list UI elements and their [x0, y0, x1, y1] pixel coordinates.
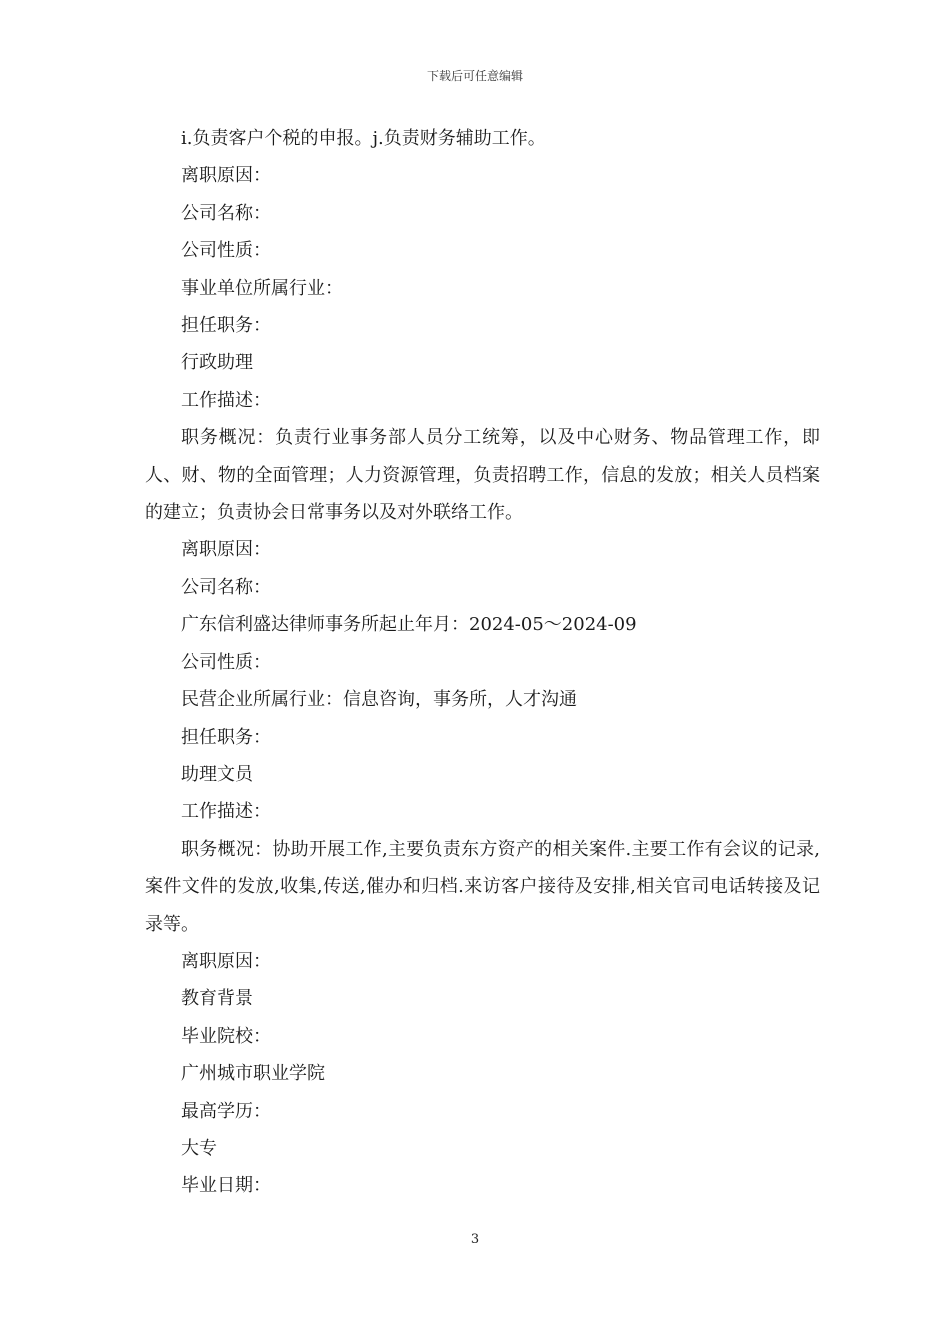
leaving-reason-label: 离职原因：	[181, 950, 271, 972]
company-type-label: 公司性质：	[181, 651, 271, 673]
school-value: 广州城市职业学院	[181, 1063, 325, 1085]
position-value: 助理文员	[181, 763, 253, 785]
job-summary-paragraph: 职务概况：负责行业事务部人员分工统筹，以及中心财务、物品管理工作，即人、财、物的全面管理；人力资源管理，负责招聘工作，信息的发放；相关人员档案的建立；负责协会日常事务以及对外联络工作。	[145, 427, 820, 524]
job-summary-paragraph: 职务概况：协助开展工作,主要负责东方资产的相关案件.主要工作有会议的记录,案件文件的发放,收集,传送,催办和归档.来访客户接待及安排,相关官司电话转接及记录等。	[145, 838, 820, 935]
leaving-reason-label: 离职原因：	[181, 165, 271, 187]
page-header: 下载后可任意编辑	[426, 69, 523, 83]
duty-line: i.负责客户个税的申报。j.负责财务辅助工作。	[181, 128, 546, 149]
document-body	[145, 120, 820, 1205]
degree-value: 大专	[181, 1137, 217, 1159]
company-type-label: 公司性质：	[181, 240, 271, 262]
leaving-reason-label: 离职原因：	[181, 539, 271, 561]
job-description-label: 工作描述：	[181, 801, 271, 823]
company-period-line: 广东信利盛达律师事务所起止年月：2024-05～2024-09	[181, 614, 637, 636]
position-label: 担任职务：	[181, 726, 271, 748]
position-value: 行政助理	[181, 352, 253, 374]
job-description-label: 工作描述：	[181, 389, 271, 411]
school-label: 毕业院校：	[181, 1025, 271, 1047]
company-name-label: 公司名称：	[181, 202, 271, 224]
education-heading: 教育背景	[181, 988, 253, 1010]
company-industry-line: 民营企业所属行业：信息咨询，事务所，人才沟通	[181, 689, 577, 711]
position-label: 担任职务：	[181, 315, 271, 337]
industry-label: 事业单位所属行业：	[181, 277, 343, 299]
degree-label: 最高学历：	[181, 1100, 271, 1122]
graduation-date-label: 毕业日期：	[181, 1175, 271, 1197]
company-name-label: 公司名称：	[181, 576, 271, 598]
page-number: 3	[470, 1232, 480, 1247]
